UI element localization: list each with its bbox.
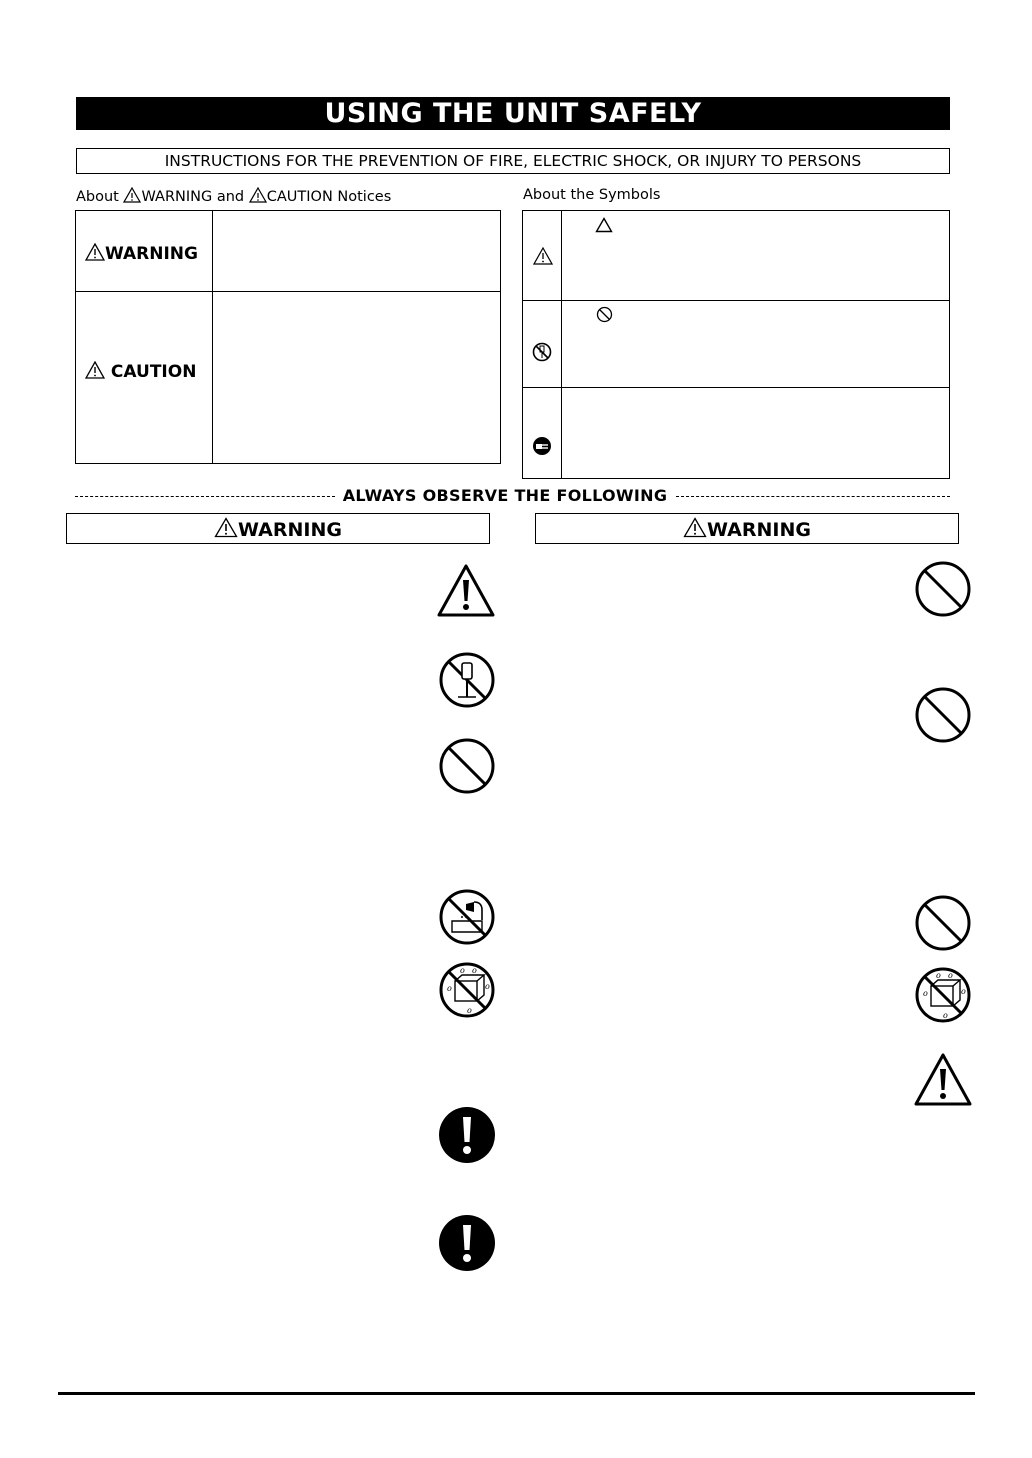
notices-heading-caution: CAUTION <box>266 189 333 205</box>
warning-notice-label <box>85 243 198 264</box>
prohibited-icon <box>914 686 972 744</box>
footer-rule <box>58 1392 975 1395</box>
caution-triangle-icon <box>85 361 105 379</box>
symbols-heading: About the Symbols <box>523 187 661 203</box>
symbols-table <box>522 210 950 479</box>
svg-text:o: o <box>923 989 928 998</box>
caution-notice-label <box>85 361 196 382</box>
notices-heading-suffix: Notices <box>337 189 392 205</box>
caution-triangle-icon <box>913 1052 973 1107</box>
prohibited-icon <box>914 894 972 952</box>
right-warning-label: WARNING <box>707 519 811 541</box>
always-observe-heading: ALWAYS OBSERVE THE FOLLOWING <box>340 486 670 505</box>
no-disassembly-icon <box>532 342 552 362</box>
caution-triangle-icon <box>436 563 496 618</box>
mandatory-icon <box>438 1214 496 1272</box>
warning-notice-text: WARNING <box>105 244 198 264</box>
right-warning-header <box>535 513 959 544</box>
caution-triangle-icon <box>533 247 553 265</box>
svg-text:o: o <box>485 982 490 991</box>
caution-notice-text: CAUTION <box>110 362 197 382</box>
svg-text:o: o <box>936 971 941 980</box>
no-moisture-icon <box>438 961 496 1019</box>
left-warning-header <box>66 513 490 544</box>
caution-triangle-icon <box>249 187 267 203</box>
notices-table <box>75 210 501 464</box>
svg-text:o: o <box>447 984 452 993</box>
notices-heading-prefix: About <box>76 189 119 205</box>
left-warning-label: WARNING <box>238 519 342 541</box>
unplug-icon <box>532 436 552 456</box>
warning-triangle-icon <box>214 517 238 538</box>
prohibited-icon <box>914 560 972 618</box>
no-moisture-icon <box>914 966 972 1024</box>
svg-text:o: o <box>467 1006 472 1015</box>
prohibited-symbol-icon <box>596 306 613 323</box>
warning-triangle-icon <box>683 517 707 538</box>
mandatory-icon <box>438 1106 496 1164</box>
notices-heading-and: and <box>216 189 245 205</box>
notices-heading <box>76 187 391 205</box>
warning-triangle-icon <box>123 187 141 203</box>
notices-heading-warning: WARNING <box>141 189 213 205</box>
svg-text:o: o <box>472 966 477 975</box>
svg-text:o: o <box>948 971 953 980</box>
svg-text:o: o <box>943 1011 948 1020</box>
triangle-symbol-icon <box>595 217 613 233</box>
prohibited-icon <box>438 737 496 795</box>
warning-triangle-icon <box>85 243 105 261</box>
page-title: USING THE UNIT SAFELY <box>76 97 950 130</box>
instructions-subtitle: INSTRUCTIONS FOR THE PREVENTION OF FIRE, ELECTRIC SHOCK, OR INJURY TO PERSONS <box>76 148 950 174</box>
no-water-icon <box>438 888 496 946</box>
svg-text:o: o <box>961 987 966 996</box>
no-disassembly-icon <box>438 651 496 709</box>
svg-text:o: o <box>460 966 465 975</box>
